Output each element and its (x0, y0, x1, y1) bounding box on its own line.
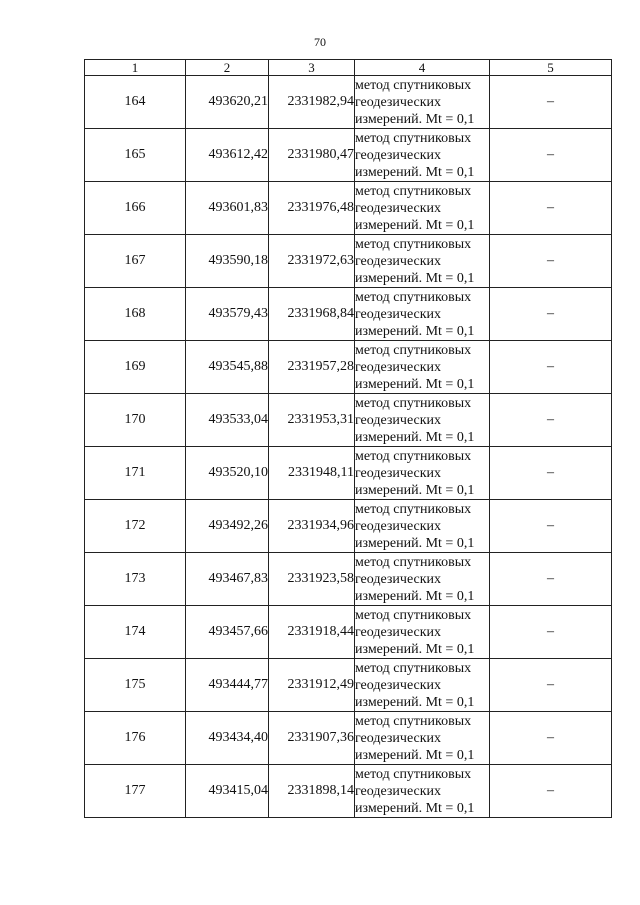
method-line: метод спутниковых (355, 289, 472, 305)
method-line: геодезических (355, 465, 442, 481)
coordinate-y: 2331918,44 (269, 606, 355, 659)
method-line: геодезических (355, 677, 442, 693)
note-dash: – (490, 235, 612, 288)
coordinate-y: 2331968,84 (269, 288, 355, 341)
method-line: измерений. Mt = 0,1 (355, 800, 475, 816)
method-line: геодезических (355, 730, 442, 746)
coordinate-x: 493601,83 (186, 182, 269, 235)
table-row (85, 606, 612, 659)
method-line: метод спутниковых (355, 766, 472, 782)
method-line: метод спутниковых (355, 395, 472, 411)
method-line: измерений. Mt = 0,1 (355, 164, 475, 180)
table-row (85, 500, 612, 553)
method-description (355, 553, 490, 606)
coordinate-x: 493612,42 (186, 129, 269, 182)
point-number: 177 (85, 765, 186, 818)
method-line: геодезических (355, 359, 442, 375)
coordinate-y: 2331953,31 (269, 394, 355, 447)
table-body (85, 76, 612, 818)
method-line: измерений. Mt = 0,1 (355, 588, 475, 604)
note-dash: – (490, 76, 612, 129)
note-dash: – (490, 288, 612, 341)
method-line: геодезических (355, 571, 442, 587)
coordinate-x: 493620,21 (186, 76, 269, 129)
table-row (85, 235, 612, 288)
table-row (85, 341, 612, 394)
method-line: геодезических (355, 412, 442, 428)
coordinate-x: 493434,40 (186, 712, 269, 765)
method-description (355, 606, 490, 659)
note-dash: – (490, 500, 612, 553)
point-number: 167 (85, 235, 186, 288)
coordinate-y: 2331923,58 (269, 553, 355, 606)
coordinate-x: 493457,66 (186, 606, 269, 659)
coordinate-x: 493545,88 (186, 341, 269, 394)
method-line: измерений. Mt = 0,1 (355, 694, 475, 710)
method-line: метод спутниковых (355, 448, 472, 464)
method-line: метод спутниковых (355, 554, 472, 570)
note-dash: – (490, 182, 612, 235)
coordinate-x: 493590,18 (186, 235, 269, 288)
method-description (355, 659, 490, 712)
point-number: 165 (85, 129, 186, 182)
method-line: метод спутниковых (355, 607, 472, 623)
method-line: измерений. Mt = 0,1 (355, 482, 475, 498)
note-dash: – (490, 659, 612, 712)
column-header-4: 4 (355, 60, 490, 76)
point-number: 176 (85, 712, 186, 765)
method-description (355, 447, 490, 500)
column-header-3: 3 (269, 60, 355, 76)
coordinate-x: 493415,04 (186, 765, 269, 818)
table-row (85, 182, 612, 235)
point-number: 173 (85, 553, 186, 606)
coordinate-x: 493467,83 (186, 553, 269, 606)
method-description (355, 129, 490, 182)
point-number: 175 (85, 659, 186, 712)
method-line: метод спутниковых (355, 183, 472, 199)
method-line: геодезических (355, 253, 442, 269)
table-row (85, 288, 612, 341)
coordinates-table (84, 59, 612, 818)
column-header-5: 5 (490, 60, 612, 76)
point-number: 171 (85, 447, 186, 500)
coordinate-y: 2331907,36 (269, 712, 355, 765)
header-row (85, 60, 612, 76)
table-row (85, 765, 612, 818)
note-dash: – (490, 129, 612, 182)
method-line: метод спутниковых (355, 713, 472, 729)
method-line: геодезических (355, 624, 442, 640)
method-description (355, 235, 490, 288)
method-line: измерений. Mt = 0,1 (355, 429, 475, 445)
method-line: геодезических (355, 200, 442, 216)
coordinate-x: 493492,26 (186, 500, 269, 553)
table-row (85, 659, 612, 712)
point-number: 164 (85, 76, 186, 129)
point-number: 170 (85, 394, 186, 447)
note-dash: – (490, 341, 612, 394)
coordinate-y: 2331982,94 (269, 76, 355, 129)
table-row (85, 76, 612, 129)
method-line: метод спутниковых (355, 236, 472, 252)
method-line: измерений. Mt = 0,1 (355, 270, 475, 286)
coordinate-y: 2331898,14 (269, 765, 355, 818)
method-line: метод спутниковых (355, 342, 472, 358)
method-line: метод спутниковых (355, 501, 472, 517)
point-number: 166 (85, 182, 186, 235)
method-description (355, 182, 490, 235)
method-line: метод спутниковых (355, 77, 472, 93)
method-line: геодезических (355, 147, 442, 163)
coordinate-y: 2331957,28 (269, 341, 355, 394)
method-description (355, 76, 490, 129)
method-line: геодезических (355, 94, 442, 110)
method-line: измерений. Mt = 0,1 (355, 376, 475, 392)
column-header-1: 1 (85, 60, 186, 76)
method-line: геодезических (355, 783, 442, 799)
method-line: измерений. Mt = 0,1 (355, 747, 475, 763)
column-header-2: 2 (186, 60, 269, 76)
coordinate-y: 2331980,47 (269, 129, 355, 182)
method-line: метод спутниковых (355, 130, 472, 146)
note-dash: – (490, 712, 612, 765)
coordinate-y: 2331976,48 (269, 182, 355, 235)
method-line: измерений. Mt = 0,1 (355, 217, 475, 233)
coordinate-x: 493533,04 (186, 394, 269, 447)
table-row (85, 394, 612, 447)
note-dash: – (490, 553, 612, 606)
method-line: измерений. Mt = 0,1 (355, 111, 475, 127)
method-description (355, 394, 490, 447)
method-description (355, 500, 490, 553)
method-description (355, 765, 490, 818)
coordinate-x: 493520,10 (186, 447, 269, 500)
table-row (85, 553, 612, 606)
point-number: 168 (85, 288, 186, 341)
method-description (355, 288, 490, 341)
method-line: измерений. Mt = 0,1 (355, 535, 475, 551)
note-dash: – (490, 394, 612, 447)
method-line: метод спутниковых (355, 660, 472, 676)
coordinate-x: 493579,43 (186, 288, 269, 341)
point-number: 174 (85, 606, 186, 659)
note-dash: – (490, 606, 612, 659)
table-row (85, 712, 612, 765)
table-row (85, 447, 612, 500)
coordinate-x: 493444,77 (186, 659, 269, 712)
point-number: 169 (85, 341, 186, 394)
coordinate-y: 2331912,49 (269, 659, 355, 712)
method-description (355, 341, 490, 394)
note-dash: – (490, 765, 612, 818)
method-description (355, 712, 490, 765)
coordinate-y: 2331934,96 (269, 500, 355, 553)
method-line: геодезических (355, 306, 442, 322)
note-dash: – (490, 447, 612, 500)
method-line: геодезических (355, 518, 442, 534)
method-line: измерений. Mt = 0,1 (355, 641, 475, 657)
coordinate-y: 2331972,63 (269, 235, 355, 288)
table-row (85, 129, 612, 182)
point-number: 172 (85, 500, 186, 553)
method-line: измерений. Mt = 0,1 (355, 323, 475, 339)
coordinate-y: 2331948,11 (269, 447, 355, 500)
page-number: 70 (314, 35, 326, 49)
